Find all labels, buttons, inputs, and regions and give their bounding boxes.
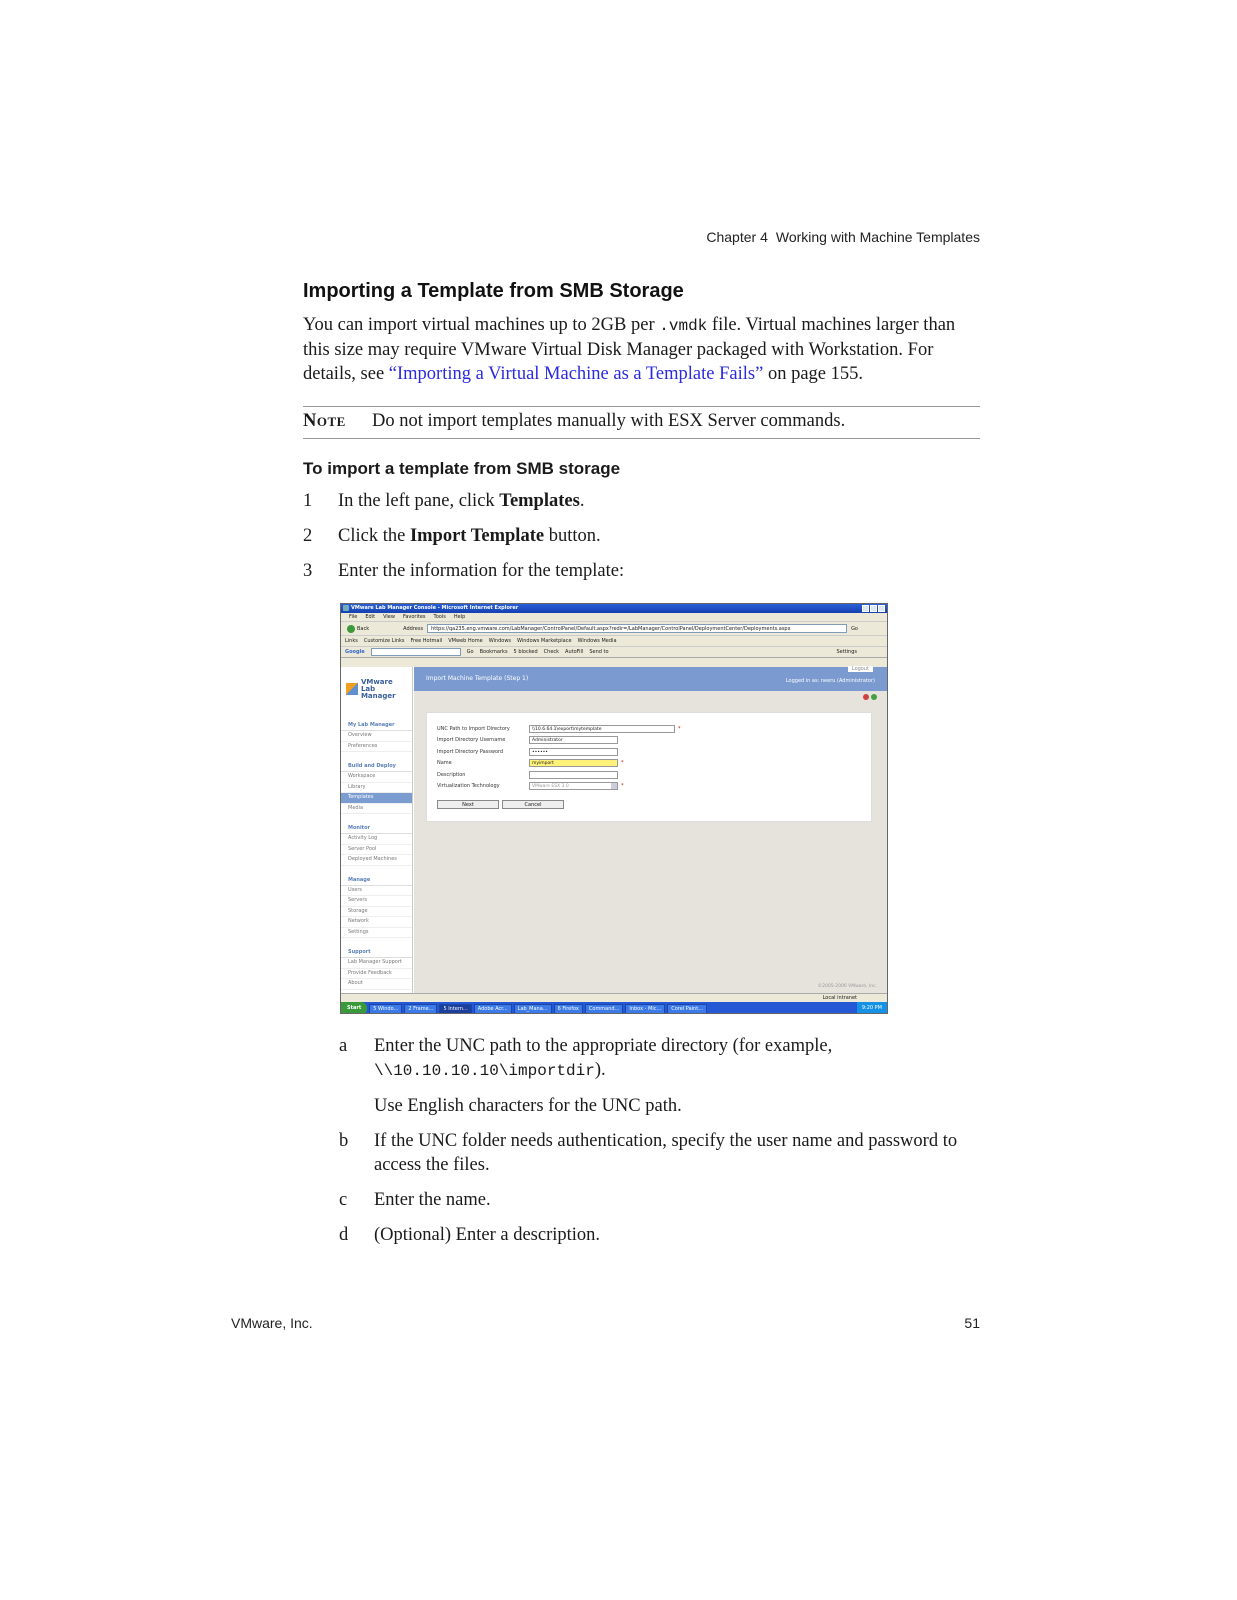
- sidebar-item-support[interactable]: Lab Manager Support: [341, 958, 412, 969]
- nav-heading: Support: [341, 948, 412, 958]
- intro-code: .vmdk: [659, 317, 708, 335]
- check-button[interactable]: Check: [543, 648, 560, 655]
- maximize-icon[interactable]: [870, 605, 877, 612]
- google-search-input[interactable]: [371, 648, 461, 656]
- nav-group: [341, 876, 412, 939]
- section-title: Importing a Template from SMB Storage: [303, 280, 684, 302]
- link-customize[interactable]: Customize Links: [363, 638, 405, 644]
- vmware-logo: VMware Lab Manager: [341, 667, 412, 711]
- sub-step: [339, 1223, 979, 1247]
- form-buttons: [437, 800, 871, 809]
- sub-step-text: If the UNC folder needs authentication, specify the user name and password to access the files.: [374, 1131, 958, 1175]
- form-row: [437, 723, 871, 735]
- sub-step-text: Enter the UNC path to the appropriate directory (for example, \\10.10.10.10\importdir). Use English characters for the UNC path.: [374, 1034, 979, 1118]
- step-number: 1: [303, 491, 313, 511]
- send-to-button[interactable]: Send to: [589, 648, 609, 655]
- sidebar-item-workspace[interactable]: Workspace: [341, 772, 412, 783]
- window-titlebar: [341, 604, 887, 613]
- taskbar-item[interactable]: Lab_Mana...: [514, 1004, 552, 1014]
- go-button[interactable]: Go: [851, 625, 858, 632]
- nav-group: [341, 824, 412, 866]
- status-bar: [341, 993, 887, 1002]
- links-bar: [341, 636, 887, 647]
- link-windows[interactable]: Windows: [488, 638, 512, 644]
- procedure-steps: [303, 489, 980, 583]
- close-icon[interactable]: [878, 605, 885, 612]
- window-controls: [862, 605, 885, 612]
- virtualization-label: Virtualization Technology: [437, 783, 500, 790]
- sidebar-item-about[interactable]: About: [341, 979, 412, 990]
- example-path: \\10.10.10.10\importdir: [374, 1062, 595, 1080]
- next-button[interactable]: Next: [437, 800, 499, 809]
- refresh-icon[interactable]: [871, 694, 877, 700]
- popup-blocked[interactable]: 5 blocked: [513, 648, 538, 655]
- menu-view[interactable]: View: [383, 614, 395, 620]
- help-icons: [863, 694, 877, 700]
- security-zone: Local intranet: [822, 995, 857, 1001]
- links-label: Links: [345, 638, 358, 644]
- sub-step-letter: c: [339, 1190, 348, 1210]
- import-form: [426, 712, 872, 822]
- required-marker: *: [621, 760, 624, 767]
- ie-icon: [343, 605, 349, 611]
- main-content: [303, 280, 980, 594]
- username-label: Import Directory Username: [437, 737, 506, 744]
- taskbar-item[interactable]: Corel Paint...: [667, 1004, 707, 1014]
- note-text: Do not import templates manually with ESX Server commands.: [372, 411, 846, 431]
- form-row: [437, 746, 871, 758]
- form-row: [437, 769, 871, 781]
- taskbar-item[interactable]: 6 Firefox: [554, 1004, 583, 1014]
- autofill-button[interactable]: AutoFill: [565, 648, 584, 655]
- sub-step-note: Use English characters for the UNC path.: [374, 1096, 682, 1116]
- sub-step-letter: d: [339, 1225, 349, 1245]
- chapter-number: Chapter 4: [706, 229, 768, 245]
- bookmarks-button[interactable]: Bookmarks: [479, 648, 508, 655]
- address-bar[interactable]: https://qa235.eng.vmware.com/LabManager/ControlPanel/Default.aspx?redir=/LabManager/ControlPanel/DeploymentCenter/Deployments.aspx: [427, 624, 847, 633]
- lab-manager-app: [341, 667, 887, 993]
- start-button[interactable]: Start: [341, 1002, 367, 1014]
- sidebar-item-feedback[interactable]: Provide Feedback: [341, 969, 412, 980]
- name-label: Name: [437, 760, 452, 767]
- windows-taskbar: [341, 1002, 887, 1014]
- nav-heading: Monitor: [341, 824, 412, 834]
- note-box: [303, 406, 980, 439]
- sidebar-item-deployed-machines[interactable]: Deployed Machines: [341, 855, 412, 866]
- password-label: Import Directory Password: [437, 748, 504, 755]
- taskbar-item[interactable]: Command...: [585, 1004, 623, 1014]
- sidebar-item-library[interactable]: Library: [341, 783, 412, 794]
- step-number: 3: [303, 561, 313, 581]
- form-row: [437, 758, 871, 770]
- help-icon[interactable]: [863, 694, 869, 700]
- minimize-icon[interactable]: [862, 605, 869, 612]
- menu-bar: [341, 613, 887, 622]
- link-marketplace[interactable]: Windows Marketplace: [517, 638, 572, 644]
- link-hotmail[interactable]: Free Hotmail: [410, 638, 443, 644]
- chapter-title: Working with Machine Templates: [775, 229, 980, 245]
- address-label: Address: [403, 625, 424, 632]
- sidebar-item-server-pool[interactable]: Server Pool: [341, 845, 412, 856]
- menu-edit[interactable]: Edit: [365, 614, 376, 620]
- description-input[interactable]: [529, 771, 618, 779]
- sidebar-item-overview[interactable]: Overview: [341, 731, 412, 742]
- form-row: [437, 735, 871, 747]
- menu-help[interactable]: Help: [453, 614, 466, 620]
- nav-group: [341, 948, 412, 990]
- taskbar-item-active[interactable]: 5 Intern...: [439, 1004, 471, 1014]
- copyright: ©2005-2006 VMware, Inc.: [817, 984, 877, 989]
- running-header: [706, 229, 980, 245]
- menu-favorites[interactable]: Favorites: [402, 614, 426, 620]
- google-toolbar: [341, 647, 887, 658]
- intro-text-1: You can import virtual machines up to 2GB per: [303, 315, 660, 335]
- logged-in-status: Logged in as: neeru (Administrator): [785, 678, 875, 684]
- intro-text-3: on page 155.: [763, 364, 863, 384]
- sub-step: [339, 1129, 979, 1177]
- taskbar-item[interactable]: Inbox - Mic...: [625, 1004, 665, 1014]
- unc-path-input[interactable]: \\10.6.64.1\export\mytemplate: [529, 725, 675, 733]
- virtualization-select[interactable]: VMware ESX 3.0: [529, 782, 618, 790]
- step-text: Enter the information for the template:: [338, 561, 625, 581]
- taskbar-item[interactable]: 5 Windo...: [369, 1004, 402, 1014]
- browser-toolbar: [341, 622, 887, 636]
- username-input[interactable]: Administrator: [529, 736, 618, 744]
- settings-button[interactable]: Settings: [836, 648, 857, 655]
- link-media[interactable]: Windows Media: [577, 638, 617, 644]
- step-number: 2: [303, 526, 313, 546]
- required-marker: *: [621, 783, 624, 790]
- intro-paragraph: [303, 313, 980, 386]
- sub-step-text: (Optional) Enter a description.: [374, 1225, 601, 1245]
- logout-link[interactable]: Logout: [848, 666, 873, 672]
- step-text: Click the Import Template button.: [338, 526, 601, 546]
- google-go[interactable]: Go: [466, 648, 474, 655]
- sidebar-item-users[interactable]: Users: [341, 886, 412, 897]
- sidebar-item-settings[interactable]: Settings: [341, 928, 412, 939]
- sidebar-item-media[interactable]: Media: [341, 804, 412, 815]
- page-header: [414, 667, 887, 691]
- google-logo: Google: [345, 648, 365, 655]
- sub-step-letter: a: [339, 1036, 348, 1056]
- sidebar-item-storage[interactable]: Storage: [341, 907, 412, 918]
- window-title: VMware Lab Manager Console - Microsoft Internet Explorer: [351, 605, 519, 611]
- procedure-title: To import a template from SMB storage: [303, 459, 621, 478]
- nav-heading: Manage: [341, 876, 412, 886]
- sidebar-item-servers[interactable]: Servers: [341, 896, 412, 907]
- unc-label: UNC Path to Import Directory: [437, 725, 510, 732]
- form-row: [437, 781, 871, 793]
- back-button[interactable]: Back: [347, 625, 369, 633]
- nav-group: [341, 762, 412, 814]
- page-title: Import Machine Template (Step 1): [426, 675, 529, 682]
- sidebar: [341, 667, 413, 993]
- sidebar-item-templates[interactable]: Templates: [341, 793, 412, 804]
- password-input[interactable]: ••••••: [529, 748, 618, 756]
- sub-steps: [339, 1034, 979, 1258]
- main-pane: [414, 667, 887, 993]
- step: [303, 489, 980, 513]
- nav-group: [341, 721, 412, 752]
- sub-step: [339, 1034, 979, 1118]
- step: [303, 524, 980, 548]
- intro-text-2: file. Virtual machines larger than this size may require VMware Virtual Disk Manager packaged with Workstation. For details, see: [303, 315, 956, 384]
- nav-heading: Build and Deploy: [341, 762, 412, 772]
- embedded-screenshot: [340, 603, 888, 1014]
- menu-file[interactable]: File: [349, 614, 358, 620]
- sub-step-text: Enter the name.: [374, 1190, 491, 1210]
- name-input[interactable]: myimport: [529, 759, 618, 767]
- description-label: Description: [437, 771, 466, 778]
- taskbar-item[interactable]: 2 Frame...: [404, 1004, 437, 1014]
- menu-tools[interactable]: Tools: [433, 614, 446, 620]
- taskbar-item[interactable]: Adobe Acr...: [474, 1004, 512, 1014]
- sidebar-item-network[interactable]: Network: [341, 917, 412, 928]
- sub-step: [339, 1188, 979, 1212]
- link-vmweb[interactable]: VMweb Home: [448, 638, 483, 644]
- sidebar-item-activity-log[interactable]: Activity Log: [341, 834, 412, 845]
- system-clock: 9:20 PM: [857, 1002, 887, 1014]
- back-arrow-icon: [347, 625, 355, 633]
- step-text: In the left pane, click Templates.: [338, 491, 585, 511]
- nav-heading: My Lab Manager: [341, 721, 412, 731]
- sub-step-letter: b: [339, 1131, 349, 1151]
- note-label: Note: [303, 411, 346, 431]
- cross-reference-link[interactable]: “Importing a Virtual Machine as a Template Fails”: [388, 364, 764, 384]
- required-marker: *: [678, 725, 681, 732]
- vmware-logo-icon: [346, 683, 358, 695]
- page-number: 51: [964, 1315, 980, 1331]
- footer-company: VMware, Inc.: [231, 1315, 313, 1331]
- step: [303, 559, 980, 583]
- sidebar-item-preferences[interactable]: Preferences: [341, 742, 412, 753]
- cancel-button[interactable]: Cancel: [502, 800, 564, 809]
